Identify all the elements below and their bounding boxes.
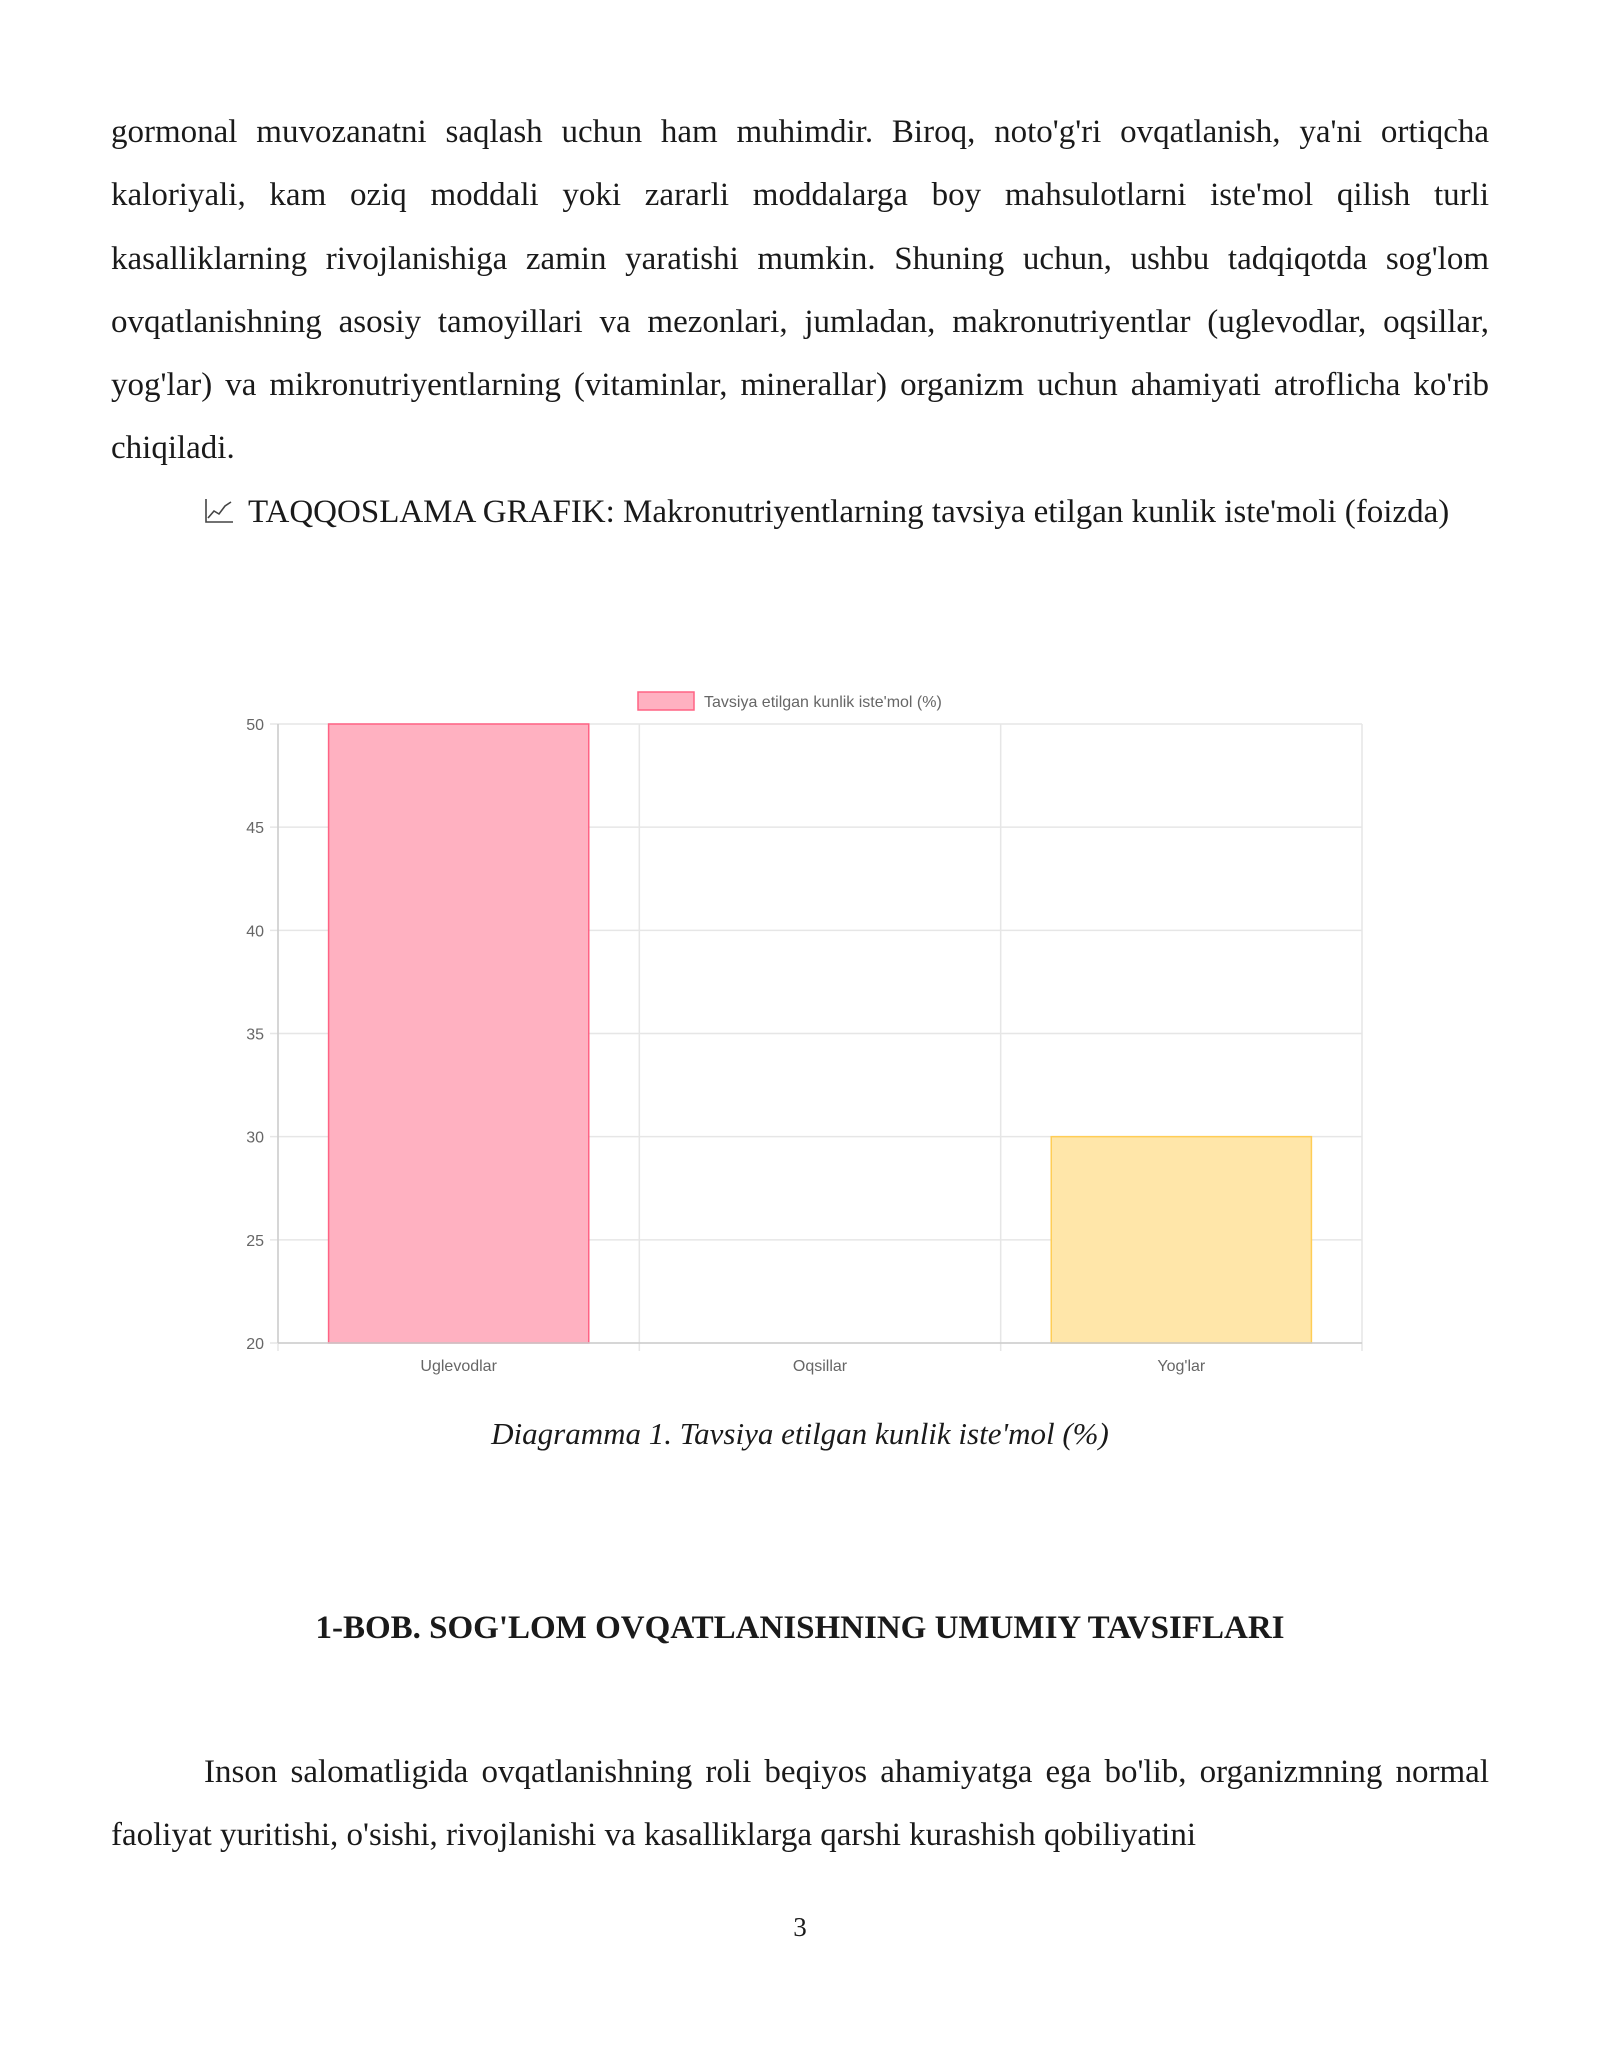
y-tick-label: 40 (246, 923, 264, 941)
bar-1 (329, 724, 589, 1343)
chart-intro-text: TAQQOSLAMA GRAFIK: Makronutriyentlarning tavsiya etilgan kunlik iste'moli (foizda) (248, 494, 1450, 530)
x-tick-label: Yog'lar (1157, 1358, 1206, 1375)
chapter-paragraph: Inson salomatligida ovqatlanishning roli beqiyos ahamiyatga ega bo'lib, organizmning normal faoliyat yuritishi, o'sishi, rivojlanishi va kasalliklarga qarshi kurashish qobiliyatini (111, 1754, 1489, 1854)
bar-3 (1051, 1137, 1311, 1343)
chart-y-ticks (246, 717, 264, 1353)
x-tick-label: Oqsillar (792, 1358, 848, 1375)
y-tick-label: 50 (246, 717, 264, 734)
chapter-heading: 1-BOB. SOG'LOM OVQATLANISHNING UMUMIY TAVSIFLARI (315, 1610, 1285, 1646)
x-tick-label: Uglevodlar (420, 1358, 497, 1375)
chart-x-ticks (420, 1358, 1205, 1375)
page-number: 3 (793, 1912, 807, 1942)
legend-swatch (638, 692, 694, 710)
y-tick-label: 25 (246, 1232, 264, 1250)
legend-label: Tavsiya etilgan kunlik iste'mol (%) (704, 694, 942, 711)
y-tick-label: 30 (246, 1129, 264, 1147)
y-tick-label: 45 (246, 820, 264, 838)
y-tick-label: 35 (246, 1026, 264, 1044)
y-tick-label: 20 (246, 1336, 264, 1353)
chart-caption: Diagramma 1. Tavsiya etilgan kunlik iste'mol (%) (491, 1416, 1109, 1451)
chart-legend (638, 692, 942, 711)
intro-paragraph: gormonal muvozanatni saqlash uchun ham muhimdir. Biroq, noto'g'ri ovqatlanish, ya'ni ortiqcha kaloriyali, kam oziq moddali yoki zararli moddalarga boy mahsulotlarni iste'mol qilish turli kasalliklarning rivojlanishiga zamin yaratishi mumkin. Shuning uchun, ushbu tadqiqotda sog'lom ovqatlanishning asosiy tamoyillari va mezonlari, jumladan, makronutriyentlar (uglevodlar, oqsillar, yog'lar) va mikronutriyentlarning (vitaminlar, minerallar) organizm uchun ahamiyati atroflicha ko'rib chiqiladi. (111, 114, 1489, 467)
